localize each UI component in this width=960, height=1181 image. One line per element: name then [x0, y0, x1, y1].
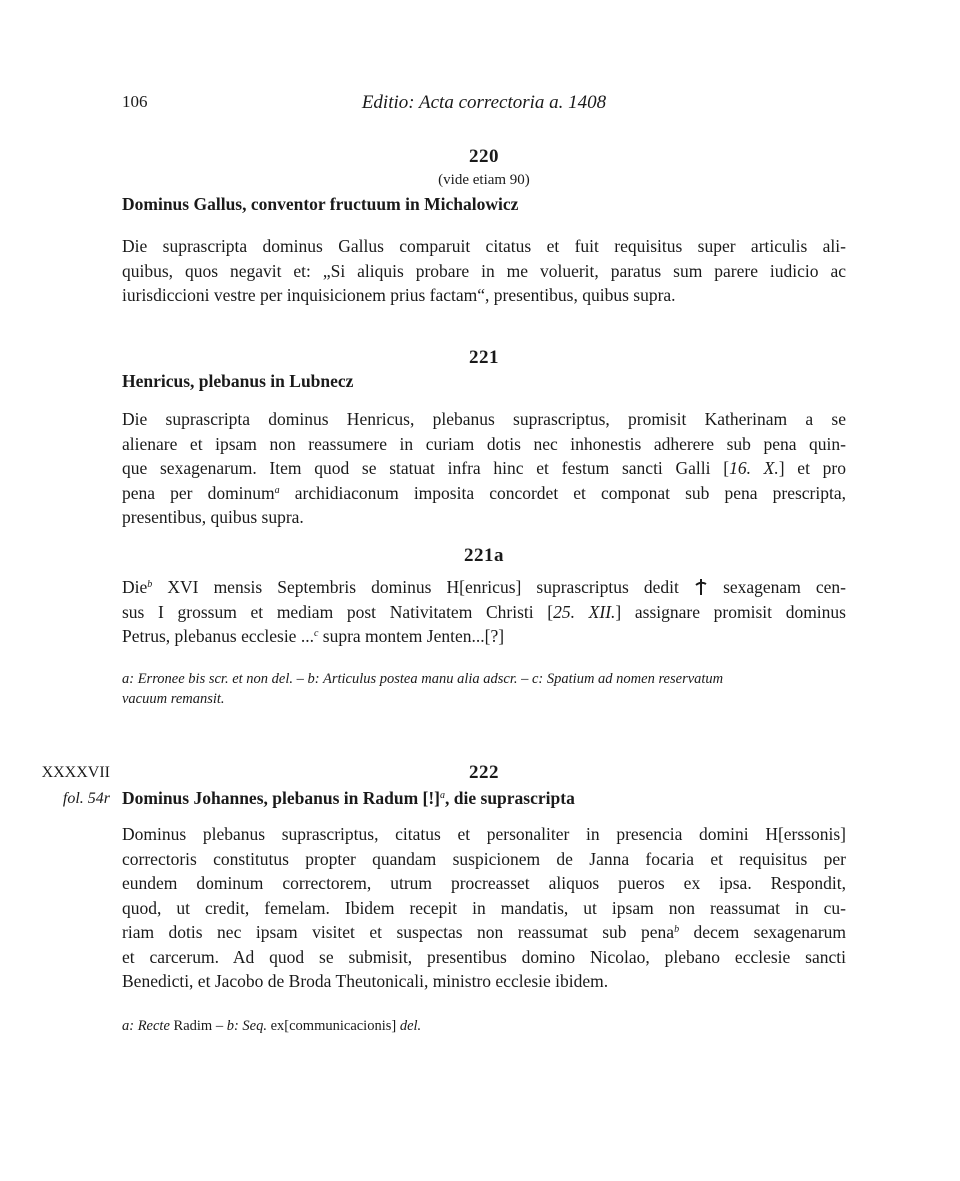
entry-221 [122, 347, 846, 530]
text-line: Benedicti, et Jacobo de Broda Theutonicali, ministro ecclesie ibidem. [122, 971, 609, 991]
footnote-marker: a [274, 484, 280, 496]
text-line: eundem dominum correctorem, utrum procreasset aliquos pueros ex ipsa. Respondit, [122, 873, 846, 893]
footnote-marker: b [147, 579, 153, 590]
entry-number: 220 [469, 146, 499, 167]
entry-222 [122, 762, 846, 1036]
text-line: quod, ut credit, femelam. Ibidem recepit in mandatis, ut ipsam non reassumat in cu- [122, 897, 846, 918]
text-line: Die$^b$ XVI mensis Septembris dominus H[enricus] suprascriptus dedit sexagenam cen- [122, 577, 847, 597]
text-line: presentibus, quibus supra. [122, 507, 304, 527]
running-header [122, 92, 846, 118]
margin-folio: fol. 54r [62, 790, 110, 807]
entry-text [122, 234, 846, 308]
running-title: Editio: Acta correctoria a. 1408 [361, 92, 607, 113]
footnote-marker: b [674, 924, 680, 935]
footnote-marker: a [440, 790, 446, 801]
entry-number: 222 [469, 762, 499, 783]
text-line: pena per dominum$^a$ archidiaconum imposita concordet et componat sub pena prescripta, [122, 482, 846, 503]
footnote-line: a: Erronee bis scr. et non del. – b: Articulus postea manu alia adscr. – c: Spatium ad nomen reservatum [122, 670, 724, 687]
text-line: riam dotis nec ipsam visitet et suspectas non reassumat sub pena$^b$ decem sexagenarum [122, 922, 847, 942]
cross-symbol-icon [694, 578, 708, 596]
date-annotation: 16. X. [729, 458, 779, 478]
entry-text [122, 407, 846, 530]
entry-number: 221 [469, 347, 499, 368]
text-line: Petrus, plebanus ecclesie ...$^c$ supra montem Jenten...[?] [122, 626, 505, 646]
margin-quire-number: XXXXVII [41, 764, 110, 781]
entry-220 [122, 146, 846, 308]
entry-text [122, 822, 846, 994]
page-number: 106 [122, 92, 148, 111]
text-line: et carcerum. Ad quod se submisit, presentibus domino Nicolao, plebano ecclesie sancti [122, 946, 846, 967]
text-line: quibus, quos negavit et: „Si aliquis probare in me voluerit, paratus sum parere iudicio ac [122, 260, 846, 281]
footnotes [122, 1016, 846, 1036]
entry-heading: Henricus, plebanus in Lubnecz [122, 371, 354, 391]
entry-number: 221a [464, 545, 504, 566]
date-annotation: 25. XII. [553, 601, 616, 622]
text-line: Die suprascripta dominus Gallus comparuit citatus et fuit requisitus super articulis ali- [122, 236, 846, 256]
entry-reference: (vide etiam 90) [438, 172, 530, 188]
text-line: Dominus plebanus suprascriptus, citatus et personaliter in presencia domini H[erssonis] [122, 824, 846, 844]
text-line: correctoris constitutus propter quandam suspicionem de Janna focaria et requisitus per [122, 848, 846, 869]
text-line: iurisdiccioni vestre per inquisicionem prius factam“, presentibus, quibus supra. [122, 285, 676, 305]
entry-heading: Dominus Johannes, plebanus in Radum [!]$^a$, die suprascripta [122, 788, 575, 808]
text-line: que sexagenarum. Item quod se statuat infra hinc et festum sancti Galli [16. X.] et pro [122, 458, 846, 478]
footnote-line: vacuum remansit. [122, 690, 225, 707]
text-line: alienare et ipsam non reassumere in curiam dotis nec inhonestis adherere sub pena quin- [122, 433, 846, 454]
text-line: Die suprascripta dominus Henricus, plebanus suprascriptus, promisit Katherinam a se [122, 409, 846, 429]
footnotes [122, 669, 846, 709]
footnote-marker: c [313, 628, 319, 639]
footnote-line: a: Recte Radim – b: Seq. ex[communicacionis] del. [122, 1017, 422, 1034]
text-line: sus I grossum et mediam post Nativitatem Christi [25. XII.] assignare promisit dominus [122, 601, 846, 622]
entry-text [122, 575, 846, 649]
entry-heading: Dominus Gallus, conventor fructuum in Michalowicz [122, 194, 519, 214]
entry-221a [122, 545, 846, 709]
